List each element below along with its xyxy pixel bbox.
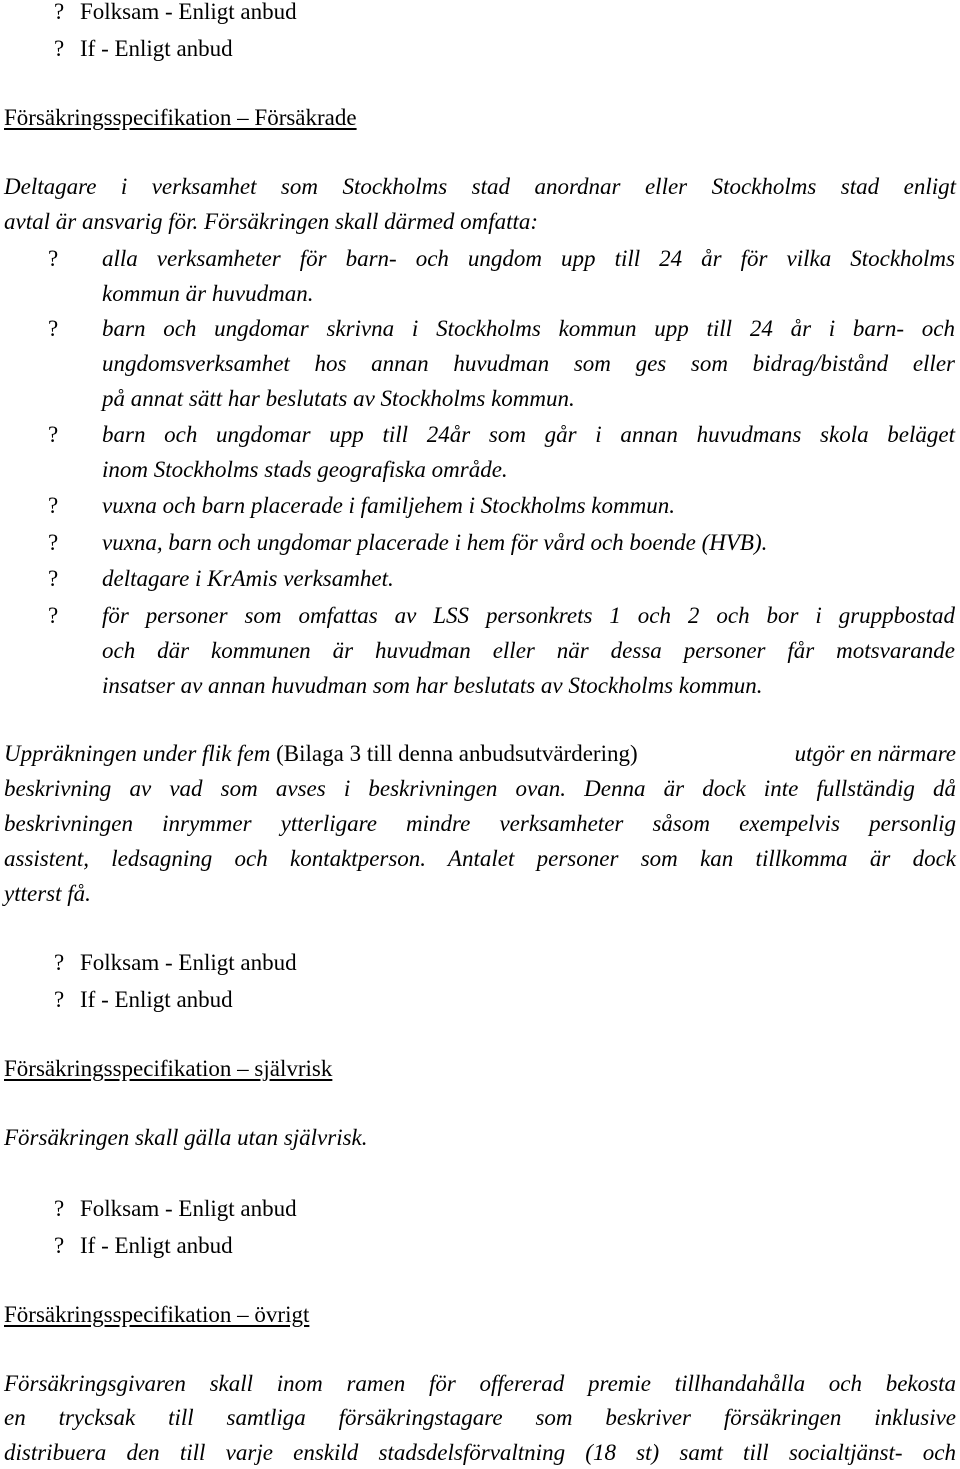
option-bullet: ? [54, 950, 65, 975]
list-item-line: kommun är huvudman. [102, 281, 314, 306]
paragraph-line: ytterst få. [4, 881, 91, 906]
intro-line-2: avtal är ansvarig för. Försäkringen skall därmed omfatta: [4, 209, 539, 234]
option-if: If - Enligt anbud [80, 1233, 233, 1258]
list-item-line: ungdomsverksamhet hos annan huvudman som ges som bidrag/bistånd eller [102, 351, 955, 376]
list-bullet: ? [48, 422, 59, 447]
heading-insured: Försäkringsspecifikation – Försäkrade [4, 105, 357, 130]
paragraph-line: beskrivning av vad som avses i beskrivningen ovan. Denna är dock inte fullständig då [4, 776, 956, 801]
deductible-text: Försäkringen skall gälla utan självrisk. [4, 1125, 368, 1150]
list-item-line: barn och ungdomar skrivna i Stockholms kommun upp till 24 år i barn- och [102, 316, 955, 341]
list-item-line: vuxna, barn och ungdomar placerade i hem för vård och boende (HVB). [102, 530, 768, 555]
list-item-line: barn och ungdomar upp till 24år som går i annan huvudmans skola beläget [102, 422, 955, 447]
list-item-line: deltagare i KrAmis verksamhet. [102, 566, 394, 591]
option-bullet: ? [54, 1233, 65, 1258]
list-item-line: vuxna och barn placerade i familjehem i Stockholms kommun. [102, 493, 675, 518]
list-bullet: ? [48, 530, 59, 555]
option-folksam: Folksam - Enligt anbud [80, 1196, 297, 1221]
paragraph-reference: (Bilaga 3 till denna anbudsutvärdering) [276, 741, 638, 766]
list-bullet: ? [48, 566, 59, 591]
other-line: Försäkringsgivaren skall inom ramen för offererad premie tillhandahålla och bekosta [4, 1371, 956, 1396]
heading-deductible: Försäkringsspecifikation – självrisk [4, 1056, 333, 1081]
option-folksam: Folksam - Enligt anbud [80, 950, 297, 975]
heading-other: Försäkringsspecifikation – övrigt [4, 1302, 310, 1327]
paragraph-line [4, 740, 956, 768]
option-folksam: Folksam - Enligt anbud [80, 0, 297, 24]
intro-line-1: Deltagare i verksamhet som Stockholms stad anordnar eller Stockholms stad enligt [4, 174, 956, 199]
option-if: If - Enligt anbud [80, 36, 233, 61]
paragraph-text: Uppräkningen under flik fem [4, 741, 277, 766]
list-bullet: ? [48, 493, 59, 518]
list-bullet: ? [48, 246, 59, 271]
paragraph-line: assistent, ledsagning och kontaktperson. Antalet personer som kan tillkomma är dock [4, 846, 956, 871]
paragraph-line: beskrivningen inrymmer ytterligare mindre verksamheter såsom exempelvis personlig [4, 811, 956, 836]
list-item-line: alla verksamheter för barn- och ungdom upp till 24 år för vilka Stockholms [102, 246, 955, 271]
list-item-line: och där kommunen är huvudman eller när dessa personer får motsvarande [102, 638, 955, 663]
list-item-line: inom Stockholms stads geografiska område. [102, 457, 508, 482]
option-bullet: ? [54, 987, 65, 1012]
list-item-line: på annat sätt har beslutats av Stockholms kommun. [102, 386, 575, 411]
list-item-line: insatser av annan huvudman som har beslutats av Stockholms kommun. [102, 673, 763, 698]
option-bullet: ? [54, 0, 65, 24]
other-line: distribuera den till varje enskild stadsdelsförvaltning (18 st) samt till socialtjänst- och [4, 1440, 956, 1465]
paragraph-text: utgör en närmare [788, 741, 956, 766]
list-bullet: ? [48, 603, 59, 628]
list-item-line: för personer som omfattas av LSS personkrets 1 och 2 och bor i gruppbostad [102, 603, 955, 628]
option-if: If - Enligt anbud [80, 987, 233, 1012]
other-line: en trycksak till samtliga försäkringstagare som beskriver försäkringen inklusive [4, 1405, 956, 1430]
option-bullet: ? [54, 36, 65, 61]
option-bullet: ? [54, 1196, 65, 1221]
list-bullet: ? [48, 316, 59, 341]
